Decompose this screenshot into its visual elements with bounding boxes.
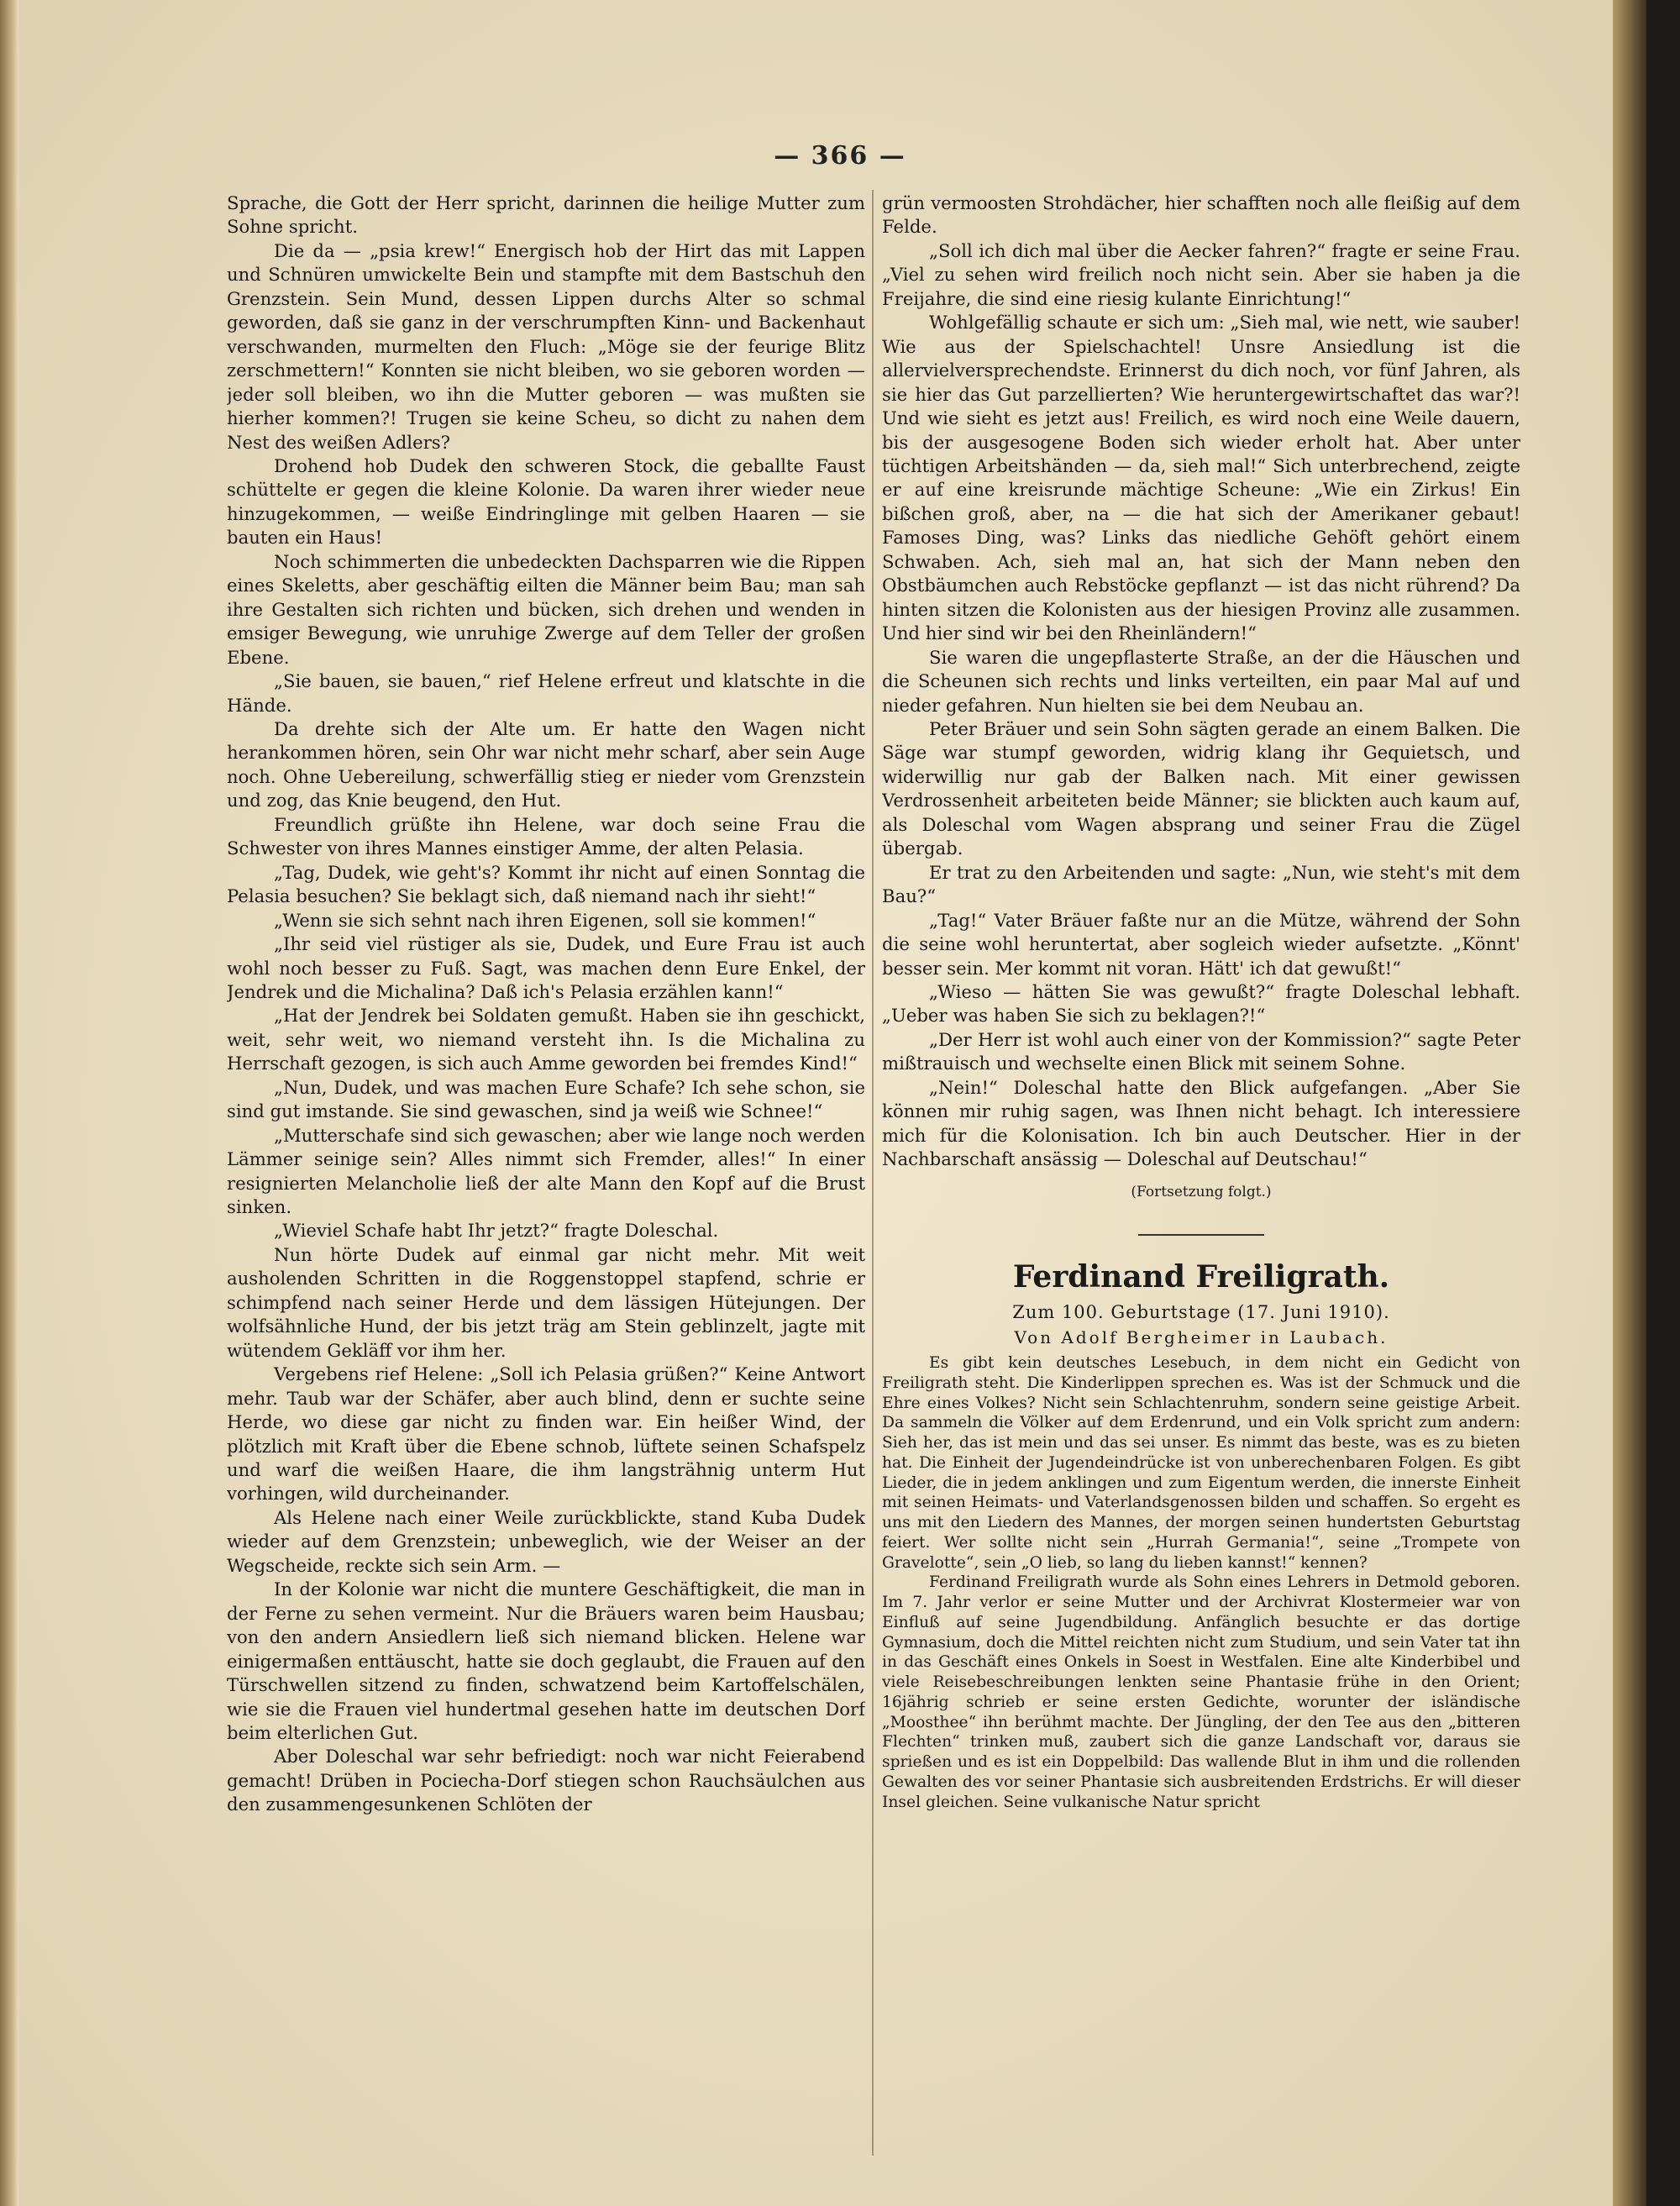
paragraph: „Nein!“ Doleschal hatte den Blick aufgefangen. „Aber Sie können mir ruhig sagen, was Ihnen nicht behagt. Ich interessiere mich für die Kolonisation. Ich bin auch Deutscher. Hier in der Nachbarschaft ansässig — Doleschal auf Deutschau!“ xyxy=(882,1076,1520,1170)
paragraph: Drohend hob Dudek den schweren Stock, die geballte Faust schüttelte er gegen die kleine Kolonie. Da waren ihrer wieder neue hinzugekommen, — weiße Eindringlinge mit gelben Haaren — sie bauten ein Haus! xyxy=(227,454,865,549)
paragraph: Sie waren die ungepflasterte Straße, an der die Häuschen und die Scheunen sich rechts und links verteilten, ein paar Mal auf und nieder gefahren. Nun hielten sie bei dem Neubau an. xyxy=(882,646,1520,716)
paragraph: „Sie bauen, sie bauen,“ rief Helene erfreut und klatschte in die Hände. xyxy=(227,670,865,716)
paragraph: Aber Doleschal war sehr befriedigt: noch war nicht Feierabend gemacht! Drüben in Pociecha-Dorf stiegen schon Rauchsäulchen aus den zusammengesunkenen Schlöten der xyxy=(227,1746,865,1815)
paragraph: „Tag, Dudek, wie geht's? Kommt ihr nicht auf einen Sonntag die Pelasia besuchen? Sie beklagt sich, daß niemand nach ihr sieht!“ xyxy=(227,861,865,907)
paragraph: „Wenn sie sich sehnt nach ihren Eigenen, soll sie kommen!“ xyxy=(274,909,816,931)
page-number: — 366 — xyxy=(774,141,906,171)
paragraph: „Der Herr ist wohl auch einer von der Kommission?“ sagte Peter mißtrauisch und wechselte einen Blick mit seinem Sohne. xyxy=(882,1028,1520,1074)
left-column xyxy=(227,192,865,2174)
paragraph: „Mutterschafe sind sich gewaschen; aber wie lange noch werden Lämmer seinige sein? Alles nimmt sich Fremder, alles!“ In einer resignierten Melancholie ließ der alte Mann den Kopf auf die Brust sinken. xyxy=(227,1124,865,1218)
paragraph: „Tag!“ Vater Bräuer faßte nur an die Mütze, während der Sohn die seine wohl heruntertat, aber sogleich wieder aufsetzte. „Könnt' besser sein. Mer kommt nit voran. Hätt' ich dat gewußt!“ xyxy=(882,909,1520,979)
article-body xyxy=(882,1353,1520,1812)
paragraph: Noch schimmerten die unbedeckten Dachsparren wie die Rippen eines Skeletts, aber geschäftig eilten die Männer beim Bau; man sah ihre Gestalten sich richten und bücken, sich drehen und wenden in emsiger Bewegung, wie unruhige Zwerge auf dem Teller der großen Ebene. xyxy=(227,550,865,668)
paragraph: „Ihr seid viel rüstiger als sie, Dudek, und Eure Frau ist auch wohl noch besser zu Fuß. Sagt, was machen denn Eure Enkel, der Jendrek und die Michalina? Daß ich's Pelasia erzählen kann!“ xyxy=(227,933,865,1002)
paragraph: Da drehte sich der Alte um. Er hatte den Wagen nicht herankommen hören, sein Ohr war nicht mehr scharf, aber sein Auge noch. Ohne Uebereilung, schwerfällig stieg er nieder vom Grenzstein und zog, das Knie beugend, den Hut. xyxy=(227,717,865,811)
binding-shadow xyxy=(0,0,18,2206)
paragraph: In der Kolonie war nicht die muntere Geschäftigkeit, die man in der Ferne zu sehen vermeint. Nur die Bräuers waren beim Hausbau; von den andern Ansiedlern ließ sich niemand blicken. Helene war einigermaßen enttäuscht, hatte sie doch geglaubt, die Frauen auf den Türschwellen sitzend zu finden, schwatzend beim Kartoffelschälen, wie sie die Frauen viel hundertmal gesehen hatte im deutschen Dorf beim elterlichen Gut. xyxy=(227,1578,865,1743)
paragraph: Vergebens rief Helene: „Soll ich Pelasia grüßen?“ Keine Antwort mehr. Taub war der Schäfer, aber auch blind, denn er suchte seine Herde, wo diese gar nicht zu finden war. Ein heißer Wind, der plötzlich mit Kraft über die Ebene schnob, lüftete seinen Schafspelz und warf die weißen Haare, die ihm langsträhnig unterm Hut vorhingen, wild durcheinander. xyxy=(227,1363,865,1505)
paragraph: Die da — „psia krew!“ Energisch hob der Hirt das mit Lappen und Schnüren umwickelte Bein und stampfte mit dem Bastschuh den Grenzstein. Sein Mund, dessen Lippen durchs Alter so schmal geworden, daß sie ganz in der verschrumpften Kinn- und Backenhaut verschwanden, murmelten den Fluch: „Möge sie der feurige Blitz zerschmettern!“ Konnten sie nicht bleiben, wo sie geboren worden — jeder soll bleiben, wo ihn die Mutter geboren — was mußten sie hierher kommen?! Trugen sie keine Scheu, so dicht zu nahen dem Nest des weißen Adlers? xyxy=(227,239,865,453)
paragraph: „Wieso — hätten Sie was gewußt?“ fragte Doleschal lebhaft. „Ueber was haben Sie sich zu beklagen?!“ xyxy=(882,980,1520,1027)
paragraph: Er trat zu den Arbeitenden und sagte: „Nun, wie steht's mit dem Bau?“ xyxy=(882,861,1520,907)
paragraph: Freundlich grüßte ihn Helene, war doch seine Frau die Schwester von ihres Mannes einstiger Amme, der alten Pelasia. xyxy=(227,813,865,859)
paragraph: „Soll ich dich mal über die Aecker fahren?“ fragte er seine Frau. „Viel zu sehen wird freilich noch nicht sein. Aber sie haben ja die Freijahre, die sind eine riesig kulante Einrichtung!“ xyxy=(882,239,1520,309)
right-column xyxy=(882,192,1520,2174)
paragraph: Nun hörte Dudek auf einmal gar nicht mehr. Mit weit ausholenden Schritten in die Roggenstoppel stapfend, schrie er schimpfend nach seiner Herde und dem lässigen Hütejungen. Der wolfsähnliche Hund, der bis jetzt träg am Stein geblinzelt, jagte mit wütendem Gekläff vor ihm her. xyxy=(227,1243,865,1361)
paragraph: grün vermoosten Strohdächer, hier schafften noch alle fleißig auf dem Felde. xyxy=(882,192,1520,238)
page-edge xyxy=(1613,0,1646,2206)
paragraph: Wohlgefällig schaute er sich um: „Sieh mal, wie nett, wie sauber! Wie aus der Spielschachtel! Unsre Ansiedlung ist die allervielversprechendste. Erinnerst du dich noch, vor fünf Jahren, als sie hier das Gut parzellierten? Wie heruntergewirtschaftet das war?! Und wie sieht es jetzt aus! Freilich, es wird noch eine Weile dauern, bis der ausgesogene Boden sich wieder erholt hat. Aber unter tüchtigen Arbeitshänden — da, sieh mal!“ Sich unterbrechend, zeigte er auf eine kreisrunde mächtige Scheune: „Wie ein Zirkus! Ein bißchen groß, aber, na — die hat sich der Amerikaner gebaut! Famoses Ding, was? Links das niedliche Gehöft gehört einem Schwaben. Ach, sieh mal an, hat sich der Mann neben den Obstbäumchen auch Rebstöcke gepflanzt — ist das nicht rührend? Da hinten sitzen die Kolonisten aus der hiesigen Provinz alle zusammen. Und hier sind wir bei den Rheinländern!“ xyxy=(882,312,1520,644)
paragraph: Als Helene nach einer Weile zurückblickte, stand Kuba Dudek wieder auf dem Grenzstein; unbeweglich, wie der Weiser an der Wegscheide, reckte sich sein Arm. — xyxy=(227,1506,865,1576)
paragraph: „Wieviel Schafe habt Ihr jetzt?“ fragte Doleschal. xyxy=(274,1220,719,1242)
paragraph: „Hat der Jendrek bei Soldaten gemußt. Haben sie ihn geschickt, weit, sehr weit, wo niemand versteht ihn. Is die Michalina zu Herrschaft gezogen, is sich auch Amme geworden bei fremdes Kind!“ xyxy=(227,1005,865,1074)
column-divider xyxy=(872,190,874,2156)
section-rule xyxy=(1138,1234,1264,1236)
paragraph: Peter Bräuer und sein Sohn sägten gerade an einem Balken. Die Säge war stumpf geworden, widrig klang ihr Gequietsch, und widerwillig nur gab der Balken nach. Mit einer gewissen Verdrossenheit arbeiteten beide Männer; sie blickten auch kaum auf, als Doleschal vom Wagen absprang und seiner Frau die Zügel übergab. xyxy=(882,717,1520,859)
paragraph: Es gibt kein deutsches Lesebuch, in dem nicht ein Gedicht von Freiligrath steht. Die Kinderlippen sprechen es. Was ist der Schmuck und die Ehre eines Volkes? Nicht sein Schlachtenruhm, sondern seine geistige Arbeit. Da sammeln die Völker auf dem Erdenrund, und ein Volk spricht zum andern: Sieh her, das ist mein und das sei unser. Es nimmt das beste, was es zu bieten hat. Die Einheit der Jugendeindrücke ist von unberechenbaren Folgen. Es gibt Lieder, die in jedem anklingen und zum Eigentum werden, die innerste Einheit mit seinen Heimats- und Vaterlandsgenossen bilden und schaffen. So ergeht es uns mit den Liedern des Mannes, der morgen seinen hundertsten Geburtstag feiert. Wer sollte nicht sein „Hurrah Germania!“, seine „Trompete von Gravelotte“, sein „O lieb, so lang du lieben kannst!“ kennen? xyxy=(882,1354,1520,1572)
continuation-note: (Fortsetzung folgt.) xyxy=(1131,1183,1272,1200)
paragraph: Ferdinand Freiligrath wurde als Sohn eines Lehrers in Detmold geboren. Im 7. Jahr verlor er seine Mutter und der Archivrat Klostermeier war von Einfluß auf seine Jugendbildung. Anfänglich besuchte er das dortige Gymnasium, doch die Mittel reichten nicht zum Studium, und sein Vater tat ihn in das Geschäft eines Onkels in Soest in Westfalen. Eine alte Kinderbibel und viele Reisebeschreibungen lenkten seine Phantasie frühe in den Orient; 16jährig schrieb er seine ersten Gedichte, worunter der isländische „Moosthee“ ihn berühmt machte. Der Jüngling, der den Tee aus den „bitteren Flechten“ trinken muß, zaubert sich die ganze Landschaft vor, daraus sie sprießen und es ist ein Doppelbild: Das wallende Blut in ihm und die rollenden Gewalten des vor seiner Phantasie sich ausbreitenden Erdstrichs. Er will dieser Insel gleichen. Seine vulkanische Natur spricht xyxy=(882,1573,1520,1811)
article-title: Ferdinand Freiligrath. xyxy=(1012,1259,1390,1295)
article-author: Von Adolf Bergheimer in Laubach. xyxy=(1014,1327,1389,1348)
paragraph: „Nun, Dudek, und was machen Eure Schafe? Ich sehe schon, sie sind gut imstande. Sie sind gewaschen, sind ja weiß wie Schnee!“ xyxy=(227,1076,865,1122)
paragraph: Sprache, die Gott der Herr spricht, darinnen die heilige Mutter zum Sohne spricht. xyxy=(227,192,865,238)
article-subtitle: Zum 100. Geburtstage (17. Juni 1910). xyxy=(1012,1302,1390,1323)
